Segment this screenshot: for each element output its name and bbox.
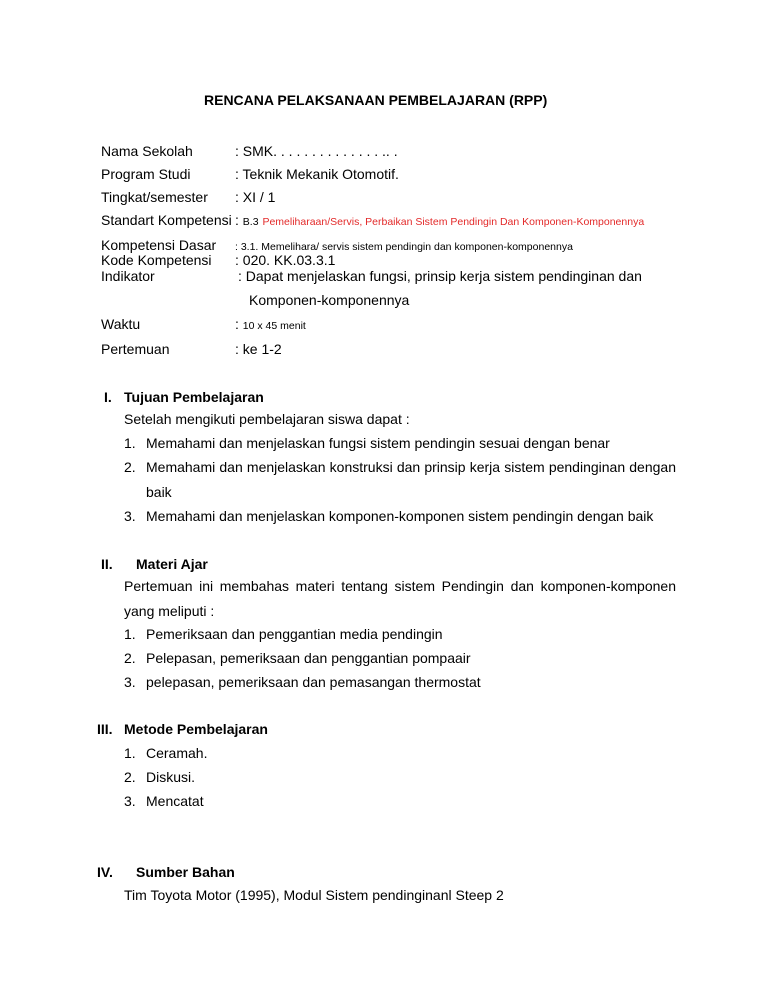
value-program-studi: : Teknik Mekanik Otomotif. [235, 166, 399, 182]
section1-intro: Setelah mengikuti pembelajaran siswa dapat : [124, 411, 410, 427]
section2-heading: Materi Ajar [136, 556, 208, 572]
section2-item1-text: Pemeriksaan dan penggantian media pendingin [146, 626, 443, 642]
label-tingkat: Tingkat/semester [101, 189, 208, 205]
value-kompetensi-dasar [235, 237, 573, 253]
section3-heading: Metode Pembelajaran [124, 721, 268, 737]
section4-heading: Sumber Bahan [136, 864, 235, 880]
value-standart [235, 212, 644, 228]
kompetensi-dasar-text: : 3.1. Memelihara/ servis sistem pendingin dan komponen-komponennya [235, 241, 573, 253]
label-program-studi: Program Studi [101, 166, 191, 182]
value-nama-sekolah: : SMK. . . . . . . . . . . . . . .. . [235, 143, 398, 159]
label-kompetensi-dasar: Kompetensi Dasar [101, 237, 217, 253]
value-tingkat: : XI / 1 [235, 189, 276, 205]
section1-heading: Tujuan Pembelajaran [124, 389, 264, 405]
section1-item1-text: Memahami dan menjelaskan fungsi sistem pendingin sesuai dengan benar [146, 435, 610, 451]
section1-item2-cont: baik [146, 484, 172, 500]
section3-number: III. [97, 721, 113, 737]
section2-item3-text: pelepasan, pemeriksaan dan pemasangan thermostat [146, 674, 481, 690]
section3-item3-text: Mencatat [146, 793, 204, 809]
section3-item1-num: 1. [124, 745, 136, 761]
section2-number: II. [101, 556, 113, 572]
label-kode-kompetensi: Kode Kompetensi [101, 252, 212, 268]
label-pertemuan: Pertemuan [101, 341, 170, 357]
section2-item1-num: 1. [124, 626, 136, 642]
label-nama-sekolah: Nama Sekolah [101, 143, 193, 159]
value-pertemuan: : ke 1-2 [235, 341, 282, 357]
section1-item3-num: 3. [124, 508, 136, 524]
section1-item1-num: 1. [124, 435, 136, 451]
value-waktu [235, 316, 306, 332]
section3-item2-num: 2. [124, 769, 136, 785]
document-title: RENCANA PELAKSANAAN PEMBELAJARAN (RPP) [204, 92, 548, 108]
waktu-text: 10 x 45 menit [242, 320, 306, 332]
section1-item2-num: 2. [124, 459, 136, 475]
section4-text: Tim Toyota Motor (1995), Modul Sistem pendinginanl Steep 2 [124, 887, 504, 903]
section2-item3-num: 3. [124, 674, 136, 690]
section2-intro-line1: Pertemuan ini membahas materi tentang sistem Pendingin dan komponen-komponen [124, 578, 676, 594]
section3-item2-text: Diskusi. [146, 769, 196, 785]
value-indikator-line2: Komponen-komponennya [249, 292, 410, 308]
label-indikator: Indikator [101, 268, 155, 284]
value-indikator-line1: : Dapat menjelaskan fungsi, prinsip kerja sistem pendinginan dan [238, 268, 642, 284]
section4-number: IV. [97, 864, 113, 880]
standart-colon: : [235, 212, 239, 228]
section2-item2-text: Pelepasan, pemeriksaan dan penggantian pompaair [146, 650, 471, 666]
standart-code: B.3 [242, 216, 259, 228]
waktu-colon: : [235, 316, 239, 332]
section1-item3-text: Memahami dan menjelaskan komponen-komponen sistem pendingin dengan baik [146, 508, 654, 524]
section3-item3-num: 3. [124, 793, 136, 809]
label-standart: Standart Kompetensi [101, 212, 232, 228]
section1-number: I. [104, 389, 112, 405]
section3-item1-text: Ceramah. [146, 745, 208, 761]
label-waktu: Waktu [101, 316, 141, 332]
section2-item2-num: 2. [124, 650, 136, 666]
standart-text: Pemeliharaan/Servis, Perbaikan Sistem Pendingin Dan Komponen-Komponennya [262, 216, 645, 228]
value-kode-kompetensi: : 020. KK.03.3.1 [235, 252, 336, 268]
section1-item2-text: Memahami dan menjelaskan konstruksi dan prinsip kerja sistem pendinginan dengan [146, 459, 676, 475]
section2-intro-line2: yang meliputi : [124, 603, 215, 619]
